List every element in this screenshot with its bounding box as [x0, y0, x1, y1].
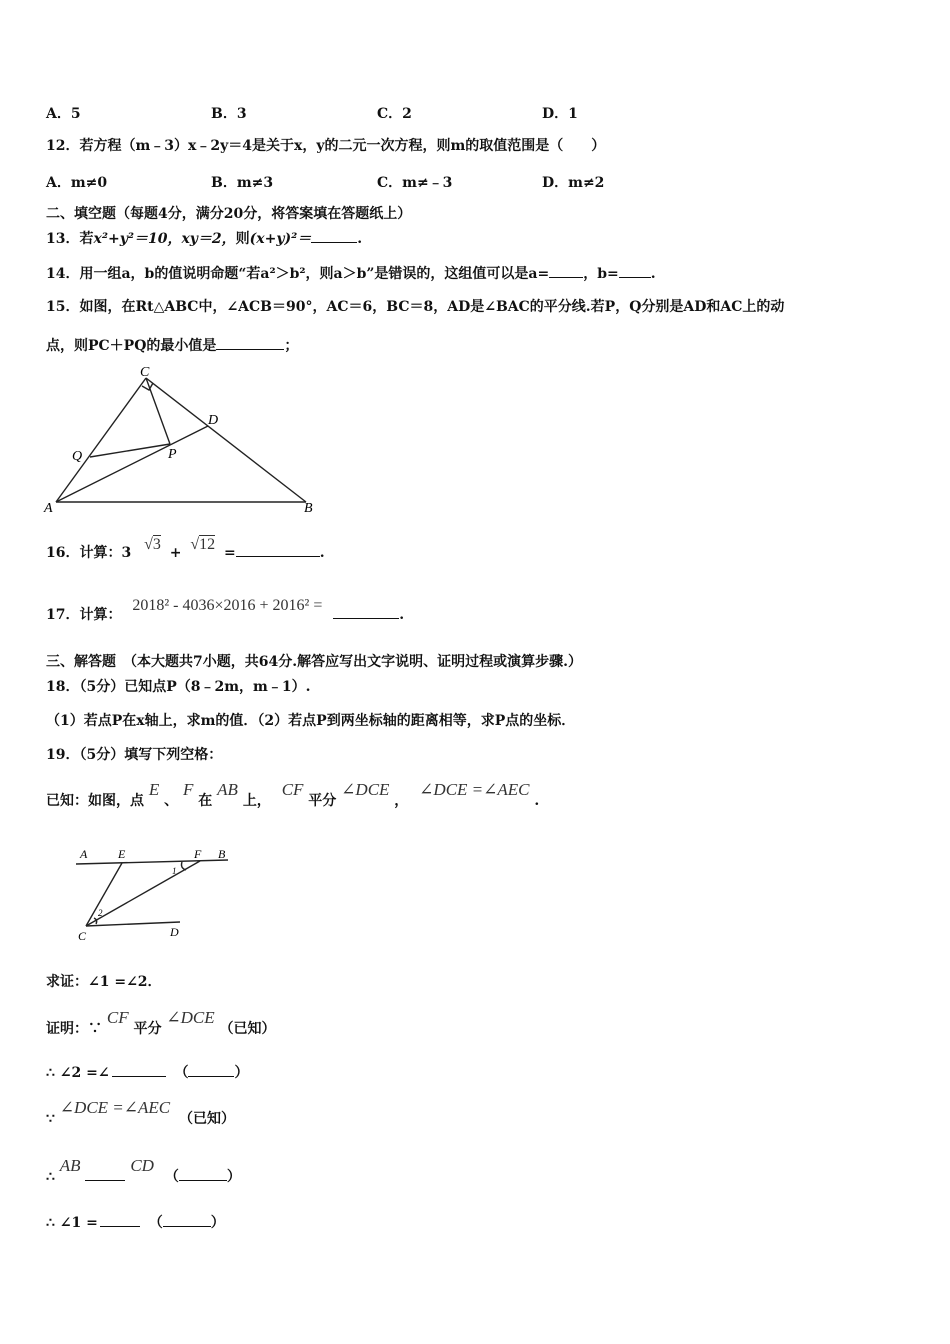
label-b: B [304, 501, 313, 516]
proof-l5-open: （ [148, 1215, 163, 1231]
q15-answer-blank[interactable] [216, 335, 284, 350]
proof-l2: ∴ ∠2 =∠ [46, 1065, 110, 1081]
q11-option-b: B．3 [211, 106, 247, 122]
segment-cf [86, 861, 200, 926]
q19-prove: 求证：∠1 =∠2． [46, 974, 162, 990]
q19-proof-line4 [46, 1156, 241, 1187]
radical-icon: √ [190, 536, 200, 553]
q19-given-sep: 、 [164, 793, 179, 809]
q12-option-c: C．m≠﹣3 [377, 175, 453, 191]
proof-l4-ab: AB [59, 1156, 81, 1175]
q13-mid: 则 [235, 231, 250, 247]
q13-expr1: x²+y²＝10，xy＝2， [93, 231, 236, 247]
bisector-ad [56, 426, 208, 502]
q14-mid: ，b= [583, 266, 619, 282]
q16-sqrt12: √12 [190, 536, 216, 553]
label-p: P [168, 447, 177, 462]
q19-given-cf: CF [281, 780, 304, 799]
line-ab [76, 860, 228, 864]
q19-given-shang: 上， [242, 793, 271, 809]
q19-proof-line5 [46, 1212, 225, 1233]
proof-l2-close: ） [234, 1065, 249, 1081]
line-cd [86, 922, 180, 926]
q15-line2 [46, 335, 298, 356]
segment-ce [86, 863, 122, 926]
q18-line1: 18．（5分）已知点P（8﹣2m，m﹣1）. [46, 679, 311, 695]
label-q: Q [72, 449, 83, 464]
proof-l2-reason-blank[interactable] [188, 1062, 234, 1077]
proof-l1-reason: （已知） [219, 1021, 276, 1037]
q14 [46, 263, 656, 284]
side-cb [146, 378, 306, 502]
label-angle-1: 1 [172, 866, 177, 876]
q15-line2-text: 点，则PC＋PQ的最小值是 [46, 338, 217, 354]
q13-prefix: 13．若 [46, 231, 94, 247]
q13-expr2: (x+y)²＝ [249, 231, 312, 247]
proof-l4-blank[interactable] [85, 1166, 125, 1181]
q16-eq: = [224, 545, 236, 561]
label-angle-2: 2 [98, 908, 103, 918]
section3-title: 三、解答题 （本大题共7小题，共64分.解答应写出文字说明、证明过程或演算步骤.） [46, 654, 582, 670]
label-a: A [80, 847, 88, 861]
q15-line1: 15．如图，在Rt△ABC中，∠ACB＝90°，AC＝6，BC＝8，AD是∠BAC的平分线.若P，Q分别是AD和AC上的动 [46, 299, 785, 315]
q19-given-ab: AB [217, 780, 238, 799]
proof-l1-cf: CF [106, 1008, 129, 1027]
q19-given-eq: ∠DCE =∠AEC [419, 780, 530, 799]
q13-end: . [357, 231, 363, 247]
q16-plus: + [169, 545, 182, 561]
side-ac [56, 378, 146, 502]
q12-option-d: D．m≠2 [542, 175, 605, 191]
proof-l4-close: ） [226, 1169, 241, 1185]
q19-proof-line2 [46, 1062, 248, 1083]
proof-l5: ∴ ∠1 = [46, 1215, 98, 1231]
q15-end: ； [284, 338, 299, 354]
q14-text: 14．用一组a，b的值说明命题“若a²＞b²，则a＞b”是错误的，这组值可以是a= [46, 266, 550, 282]
q17 [46, 597, 405, 625]
radical-icon: √ [144, 536, 153, 553]
q19-proof-line1 [46, 1008, 276, 1039]
q11-option-a: A．5 [46, 106, 81, 122]
label-f: F [194, 847, 202, 861]
q16-end: . [319, 545, 325, 561]
label-d: D [208, 413, 219, 428]
proof-l3-prefix: ∵ [46, 1111, 55, 1127]
q13 [46, 228, 362, 249]
q15-triangle-figure [40, 362, 330, 522]
q16-prefix: 16．计算：3 [46, 545, 132, 561]
q19-given [46, 780, 540, 811]
q12-option-b: B．m≠3 [211, 175, 274, 191]
proof-l4-cd: CD [130, 1156, 154, 1175]
q14-a-blank[interactable] [549, 263, 583, 278]
q16-answer-blank[interactable] [236, 542, 320, 557]
q16-sqrt3: √3 [144, 536, 161, 553]
proof-l4-prefix: ∴ [46, 1169, 55, 1185]
proof-l5-reason-blank[interactable] [163, 1212, 211, 1227]
q12-text: 12．若方程（m﹣3）x﹣2y＝4是关于x，y的二元一次方程，则m的取值范围是（ ） [46, 138, 606, 154]
q19-given-zai: 在 [198, 793, 213, 809]
q11-option-c: C．2 [377, 106, 412, 122]
q17-end: . [399, 607, 405, 623]
proof-l4-reason-blank[interactable] [179, 1166, 227, 1181]
q19-proof-line3 [46, 1098, 235, 1129]
label-c: C [140, 365, 150, 380]
q18-line2: （1）若点P在x轴上，求m的值．（2）若点P到两坐标轴的距离相等，求P点的坐标． [46, 713, 576, 729]
q14-b-blank[interactable] [619, 263, 651, 278]
label-b: B [218, 847, 226, 861]
proof-l1-dce: ∠DCE [166, 1008, 215, 1027]
label-c: C [78, 929, 87, 943]
proof-l1-prefix: 证明：∵ [46, 1021, 102, 1037]
q19-given-prefix: 已知：如图，点 [46, 793, 144, 809]
q11-option-d: D．1 [542, 106, 578, 122]
q19-line1: 19．（5分）填写下列空格： [46, 747, 223, 763]
q17-expr: 2018² - 4036×2016 + 2016² = [132, 597, 323, 614]
q19-given-end: . [534, 793, 540, 809]
q17-prefix: 17．计算： [46, 607, 122, 623]
q17-answer-blank[interactable] [333, 604, 399, 619]
proof-l5-blank[interactable] [100, 1212, 140, 1227]
section2-title: 二、填空题（每题4分，满分20分，将答案填在答题纸上） [46, 206, 412, 222]
q13-answer-blank[interactable] [311, 228, 357, 243]
proof-l1-pf: 平分 [133, 1021, 162, 1037]
proof-l2-open: （ [174, 1065, 189, 1081]
proof-l4-open: （ [164, 1169, 179, 1185]
q16 [46, 536, 325, 563]
q19-given-comma: ， [394, 793, 409, 809]
proof-l5-close: ） [210, 1215, 225, 1231]
q19-given-e: E [148, 780, 160, 799]
proof-l3-reason: （已知） [179, 1111, 235, 1127]
label-a: A [44, 501, 53, 516]
label-e: E [118, 847, 126, 861]
proof-l3-expr: ∠DCE =∠AEC [59, 1098, 171, 1117]
proof-l2-blank[interactable] [112, 1062, 166, 1077]
q19-given-pingfen: 平分 [308, 793, 337, 809]
q19-given-f: F [183, 780, 194, 799]
q19-parallel-figure [70, 842, 240, 946]
label-d: D [170, 925, 179, 939]
q19-given-dce: ∠DCE [341, 780, 390, 799]
q12-option-a: A．m≠0 [46, 175, 108, 191]
q14-end: . [650, 266, 656, 282]
